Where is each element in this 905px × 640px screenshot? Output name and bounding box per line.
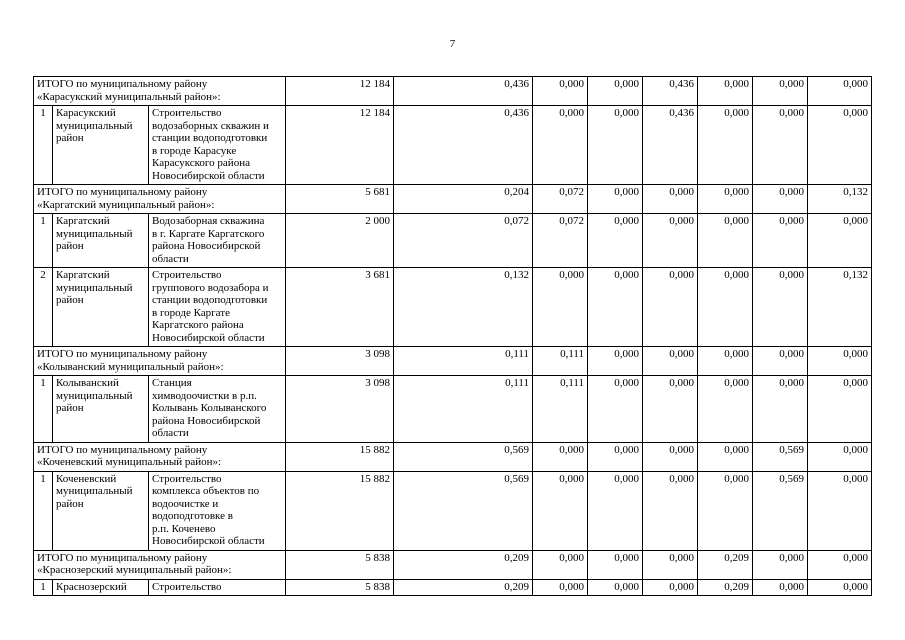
cell-text-line: муниципальный [56,119,133,132]
value-cell: 12 184 [286,77,394,106]
object-row [34,376,872,443]
value-cell: 0,000 [588,579,643,596]
value-cell: 0,000 [643,376,698,443]
district-total-label [34,77,286,106]
value-cell: 0,000 [533,579,588,596]
row-number: 1 [34,214,53,268]
value-cell: 0,569 [753,471,808,550]
value-cell: 0,000 [808,579,872,596]
cell-text-line: район [56,497,84,510]
district-name [53,268,149,347]
value-cell: 0,000 [533,268,588,347]
value-cell: 0,000 [533,442,588,471]
cell-text-line: «Краснозерский муниципальный район»: [37,564,232,576]
value-cell: 0,000 [588,214,643,268]
value-cell: 0,000 [808,376,872,443]
value-cell: 0,000 [753,347,808,376]
cell-text-line: ИТОГО по муниципальному району [37,78,208,90]
value-cell: 0,000 [643,442,698,471]
district-total-row [34,347,872,376]
value-cell: 0,000 [588,77,643,106]
object-row [34,579,872,596]
object-row [34,214,872,268]
cell-text-line: Строительство [152,107,222,119]
cell-text-line: водоочистке и [152,497,219,510]
value-cell: 3 681 [286,268,394,347]
cell-text-line: муниципальный [56,389,133,402]
value-cell: 0,000 [698,347,753,376]
value-cell: 0,000 [643,214,698,268]
cell-text-line: группового водозабора и [152,281,269,294]
cell-text-line: муниципальный [56,227,133,240]
value-cell: 0,000 [753,579,808,596]
value-cell: 0,569 [394,442,533,471]
cell-text-line: Строительство [152,472,222,485]
value-cell: 3 098 [286,347,394,376]
value-cell: 15 882 [286,471,394,550]
value-cell: 0,000 [588,185,643,214]
value-cell: 0,000 [753,185,808,214]
cell-text-line: Каргатский [56,269,110,281]
value-cell: 0,132 [808,185,872,214]
value-cell: 0,000 [753,77,808,106]
cell-text-line: район [56,294,84,306]
value-cell: 0,000 [588,376,643,443]
district-total-label [34,550,286,579]
cell-text-line: Строительство [152,580,222,593]
value-cell: 0,569 [753,442,808,471]
value-cell: 0,072 [533,214,588,268]
value-cell: 0,569 [394,471,533,550]
cell-text-line: в городе Карасуке [152,144,237,157]
value-cell: 0,111 [533,376,588,443]
value-cell: 0,000 [643,268,698,347]
cell-text-line: Коченевский [56,472,117,485]
cell-text-line: района Новосибирской [152,240,261,252]
district-total-label [34,442,286,471]
district-total-row [34,185,872,214]
value-cell: 5 838 [286,550,394,579]
cell-text-line: области [152,427,189,439]
value-cell: 0,000 [808,77,872,106]
district-total-label [34,347,286,376]
cell-text-line: район [56,240,84,252]
value-cell: 0,000 [533,77,588,106]
value-cell: 0,000 [533,106,588,185]
value-cell: 0,000 [753,376,808,443]
cell-text-line: Краснозерский [56,580,127,593]
cell-text-line: в г. Каргате Каргатского [152,227,265,240]
cell-text-line: ИТОГО по муниципальному району [37,348,208,360]
value-cell: 0,000 [698,471,753,550]
value-cell: 0,000 [698,268,753,347]
value-cell: 0,000 [643,185,698,214]
district-name [53,579,149,596]
value-cell: 5 681 [286,185,394,214]
cell-text-line: «Каргатский муниципальный район»: [37,198,215,211]
district-name [53,214,149,268]
cell-text-line: «Карасукский муниципальный район»: [37,90,221,103]
value-cell: 5 838 [286,579,394,596]
cell-text-line: Колыванский [56,377,119,389]
district-total-row [34,550,872,579]
cell-text-line: Новосибирской области [152,169,265,182]
cell-text-line: Карасукского района [152,157,250,169]
value-cell: 0,000 [698,214,753,268]
value-cell: 0,000 [588,268,643,347]
cell-text-line: Каргатский [56,215,110,227]
value-cell: 0,000 [698,376,753,443]
value-cell: 0,000 [753,214,808,268]
value-cell: 0,204 [394,185,533,214]
cell-text-line: ИТОГО по муниципальному району [37,443,208,456]
page-number: 7 [449,38,456,50]
value-cell: 12 184 [286,106,394,185]
cell-text-line: Карасукский [56,107,116,119]
value-cell: 0,000 [808,347,872,376]
value-cell: 0,000 [808,442,872,471]
value-cell: 0,000 [753,550,808,579]
cell-text-line: Станция [152,377,192,389]
object-name [149,376,286,443]
object-name [149,106,286,185]
value-cell: 15 882 [286,442,394,471]
cell-text-line: Водозаборная скважина [152,215,265,227]
value-cell: 2 000 [286,214,394,268]
district-name [53,471,149,550]
value-cell: 0,000 [588,471,643,550]
value-cell: 0,072 [394,214,533,268]
object-row [34,268,872,347]
object-row [34,471,872,550]
cell-text-line: в городе Каргате [152,306,230,319]
cell-text-line: Строительство [152,269,222,281]
row-number: 1 [34,376,53,443]
value-cell: 0,000 [698,185,753,214]
value-cell: 0,209 [394,579,533,596]
value-cell: 0,132 [808,268,872,347]
value-cell: 3 098 [286,376,394,443]
value-cell: 0,000 [533,550,588,579]
value-cell: 0,000 [643,347,698,376]
value-cell: 0,000 [698,442,753,471]
row-number: 1 [34,471,53,550]
row-number: 2 [34,268,53,347]
cell-text-line: муниципальный [56,485,133,497]
cell-text-line: комплекса объектов по [152,485,260,497]
value-cell: 0,436 [643,106,698,185]
cell-text-line: «Колыванский муниципальный район»: [37,360,224,373]
cell-text-line: муниципальный [56,281,133,294]
value-cell: 0,000 [698,77,753,106]
value-cell: 0,436 [394,106,533,185]
cell-text-line: район [56,132,84,144]
row-number: 1 [34,579,53,596]
row-number: 1 [34,106,53,185]
value-cell: 0,000 [588,106,643,185]
cell-text-line: станции водоподготовки [152,294,268,306]
cell-text-line: водоподготовке в [152,510,233,522]
value-cell: 0,000 [808,214,872,268]
value-cell: 0,000 [808,106,872,185]
cell-text-line: Новосибирской области [152,535,265,547]
object-name [149,214,286,268]
cell-text-line: район [56,402,84,414]
value-cell: 0,000 [588,442,643,471]
value-cell: 0,436 [643,77,698,106]
value-cell: 0,111 [533,347,588,376]
cell-text-line: Каргатского района [152,319,244,331]
value-cell: 0,000 [753,106,808,185]
district-name [53,106,149,185]
value-cell: 0,132 [394,268,533,347]
cell-text-line: района Новосибирской [152,414,261,427]
value-cell: 0,000 [588,550,643,579]
value-cell: 0,000 [643,579,698,596]
district-table [33,76,872,596]
value-cell: 0,000 [808,550,872,579]
value-cell: 0,436 [394,77,533,106]
value-cell: 0,000 [643,550,698,579]
value-cell: 0,209 [394,550,533,579]
value-cell: 0,000 [753,268,808,347]
value-cell: 0,000 [698,106,753,185]
object-name [149,579,286,596]
value-cell: 0,111 [394,376,533,443]
value-cell: 0,111 [394,347,533,376]
object-name [149,268,286,347]
cell-text-line: Новосибирской области [152,331,265,344]
cell-text-line: Колывань Колыванского [152,402,267,414]
district-total-row [34,77,872,106]
value-cell: 0,209 [698,579,753,596]
district-name [53,376,149,443]
district-total-row [34,442,872,471]
value-cell: 0,000 [588,347,643,376]
object-name [149,471,286,550]
cell-text-line: р.п. Коченево [152,522,216,535]
value-cell: 0,000 [533,471,588,550]
object-row [34,106,872,185]
value-cell: 0,209 [698,550,753,579]
cell-text-line: химводоочистки в р.п. [152,389,257,402]
cell-text-line: ИТОГО по муниципальному району [37,551,208,564]
cell-text-line: области [152,252,189,265]
value-cell: 0,000 [643,471,698,550]
cell-text-line: «Коченевский муниципальный район»: [37,456,222,468]
district-total-label [34,185,286,214]
value-cell: 0,072 [533,185,588,214]
cell-text-line: станции водоподготовки [152,132,268,144]
cell-text-line: водозаборных скважин и [152,119,269,132]
value-cell: 0,000 [808,471,872,550]
cell-text-line: ИТОГО по муниципальному району [37,186,208,198]
